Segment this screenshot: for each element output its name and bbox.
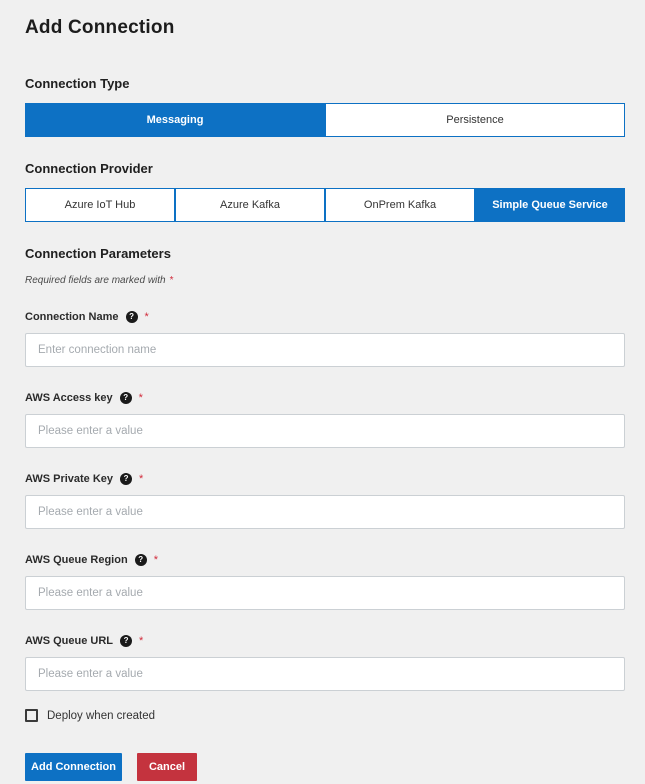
connection-name-label: Connection Name	[25, 311, 119, 323]
field-aws-queue-region	[25, 553, 625, 610]
help-icon[interactable]	[135, 554, 147, 566]
deploy-when-created-checkbox[interactable]	[25, 709, 38, 722]
connection-provider-selector	[25, 188, 625, 222]
connection-name-input[interactable]	[25, 333, 625, 367]
required-asterisk: *	[139, 473, 144, 485]
connection-type-option-messaging[interactable]: Messaging	[25, 103, 325, 137]
provider-option-azure-iot-hub[interactable]: Azure IoT Hub	[25, 188, 175, 222]
help-icon-glyph: ?	[138, 555, 144, 564]
help-icon[interactable]	[120, 473, 132, 485]
help-icon-glyph: ?	[123, 636, 129, 645]
field-aws-private-key	[25, 472, 625, 529]
field-label-row	[25, 472, 625, 486]
aws-queue-region-label: AWS Queue Region	[25, 554, 128, 566]
required-asterisk: *	[144, 311, 149, 323]
required-asterisk: *	[138, 392, 143, 404]
aws-queue-url-label: AWS Queue URL	[25, 635, 114, 647]
help-icon[interactable]	[126, 311, 138, 323]
connection-type-selector	[25, 103, 625, 137]
help-icon-glyph: ?	[123, 474, 129, 483]
required-fields-note	[25, 275, 625, 286]
field-label-row	[25, 391, 625, 405]
help-icon[interactable]	[120, 392, 132, 404]
connection-type-option-persistence[interactable]: Persistence	[325, 103, 625, 137]
cancel-button[interactable]: Cancel	[137, 753, 197, 781]
field-label-row	[25, 310, 625, 324]
form-actions	[25, 753, 625, 781]
help-icon-glyph: ?	[123, 393, 129, 402]
connection-type-heading: Connection Type	[25, 76, 130, 91]
provider-option-simple-queue-service[interactable]: Simple Queue Service	[475, 188, 625, 222]
required-asterisk: *	[169, 275, 174, 286]
deploy-when-created-label: Deploy when created	[47, 709, 156, 722]
aws-queue-region-input[interactable]	[25, 576, 625, 610]
aws-access-key-label: AWS Access key	[25, 392, 113, 404]
field-label-row	[25, 553, 625, 567]
field-aws-queue-url	[25, 634, 625, 691]
provider-option-azure-kafka[interactable]: Azure Kafka	[175, 188, 325, 222]
aws-private-key-input[interactable]	[25, 495, 625, 529]
field-label-row	[25, 634, 625, 648]
add-connection-button[interactable]: Add Connection	[25, 753, 122, 781]
provider-option-onprem-kafka[interactable]: OnPrem Kafka	[325, 188, 475, 222]
required-asterisk: *	[139, 635, 144, 647]
help-icon-glyph: ?	[129, 312, 134, 321]
page-title: Add Connection	[25, 17, 175, 38]
field-aws-access-key	[25, 391, 625, 448]
aws-private-key-label: AWS Private Key	[25, 473, 114, 485]
help-icon[interactable]	[120, 635, 132, 647]
required-note-text: Required fields are marked with	[25, 275, 166, 286]
aws-access-key-input[interactable]	[25, 414, 625, 448]
field-connection-name	[25, 310, 625, 367]
aws-queue-url-input[interactable]	[25, 657, 625, 691]
deploy-when-created-row[interactable]	[25, 709, 155, 722]
connection-parameters-heading: Connection Parameters	[25, 246, 171, 261]
connection-provider-heading: Connection Provider	[25, 161, 153, 176]
required-asterisk: *	[153, 554, 158, 566]
